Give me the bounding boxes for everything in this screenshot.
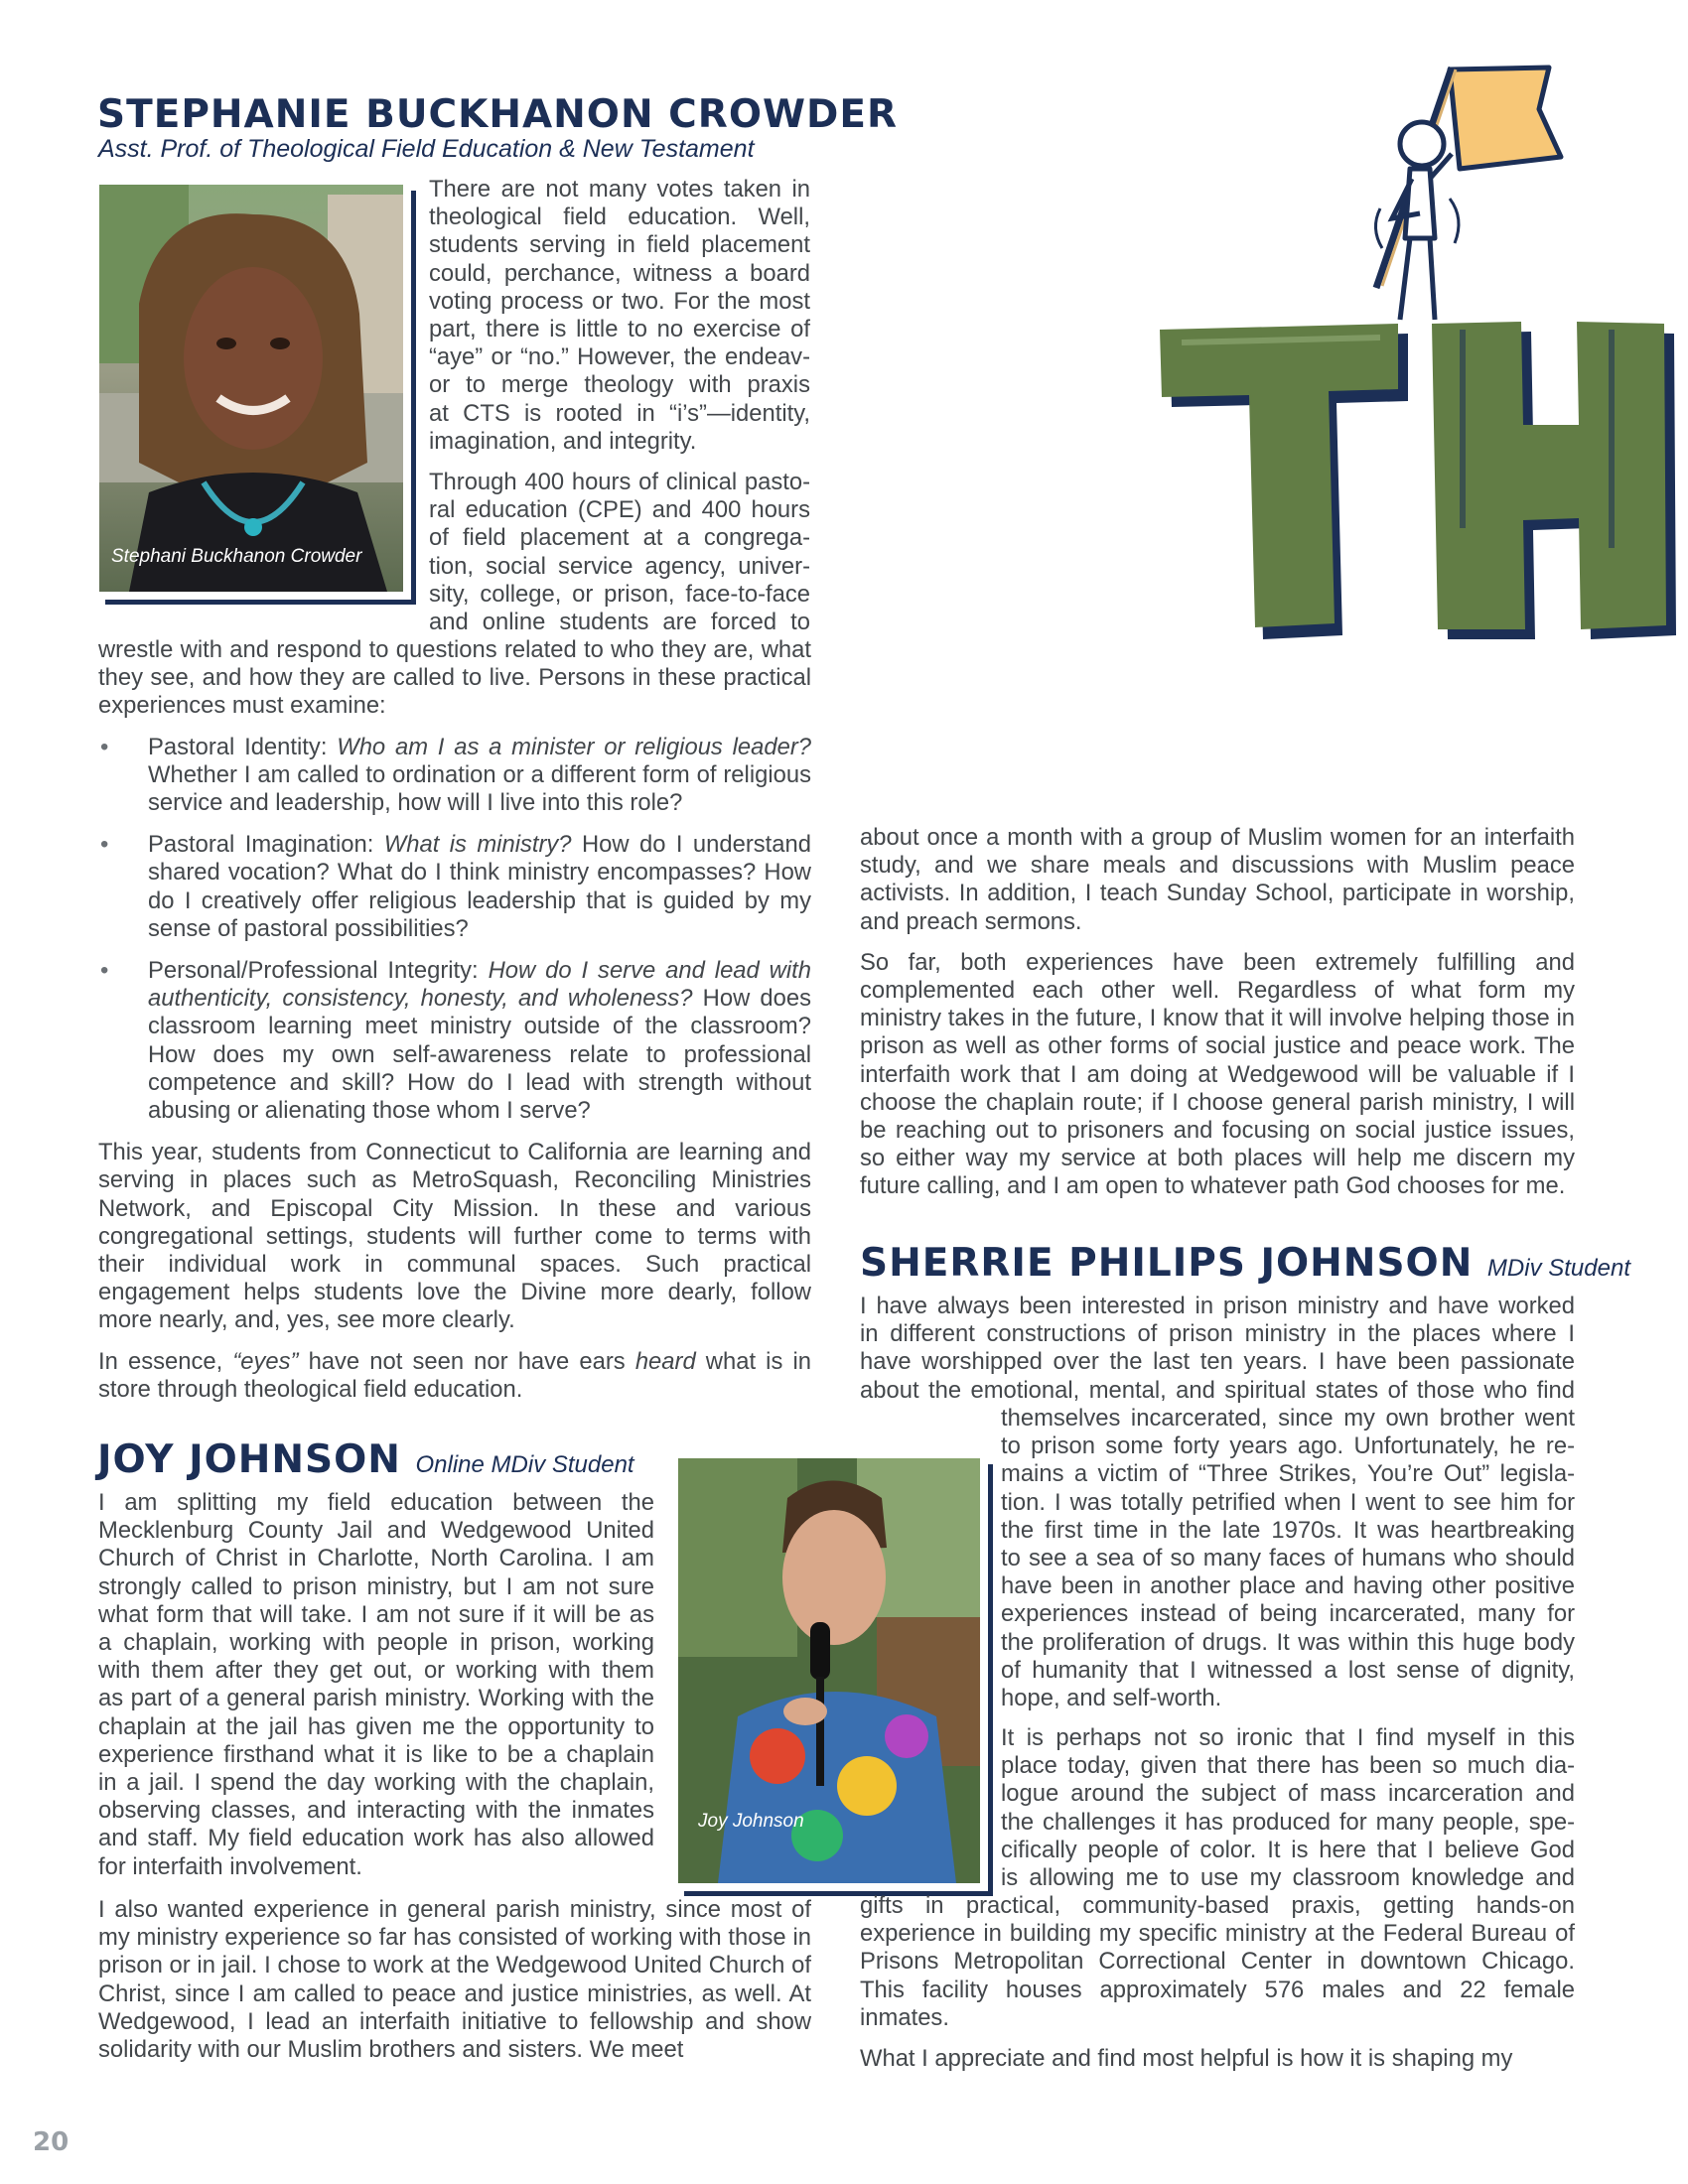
joy-role: Online MDiv Student: [415, 1451, 634, 1478]
crowder-second-paragraph-top: [429, 469, 810, 636]
text-line: part, there is little to no exercise of: [429, 316, 810, 343]
bullet-text: Whether I am called to ordination or a different form of religious service and leadership, how will I live into this role?: [148, 760, 811, 817]
joy-second-paragraph: [98, 1896, 811, 2077]
text-line: hope, and self-worth.: [1001, 1685, 1222, 1712]
text-line: ral education (CPE) and 400 hours: [429, 496, 810, 524]
text-line: and staff. My field education work has also allowed: [98, 1825, 654, 1852]
paragraph: So far, both experiences have been extremely fulfilling and complemented each other well. Regardless of what form my ministry takes in the future, I know that it will involve helping those in prison as well as other forms of social justice and peace work. The interfaith work that I am doing at Wedgewood will be valuable if I choose the chaplain route; if I choose general parish ministry, I will be reaching out to prisoners and focusing on social justice issues, so either way my service at both places will help me discern my future calling, and I am open to whatever path God chooses for me.: [860, 948, 1575, 1200]
photo-caption: Joy Johnson: [698, 1811, 804, 1832]
text-line: a chaplain, working with people in prison, working: [98, 1629, 654, 1657]
crowder-title: Asst. Prof. of Theological Field Education & New Testament: [98, 135, 755, 163]
text-line: students serving in field placement: [429, 231, 810, 259]
text-line: I have always been interested in prison ministry and have worked: [860, 1293, 1575, 1319]
text-line: to see a sea of so many faces of humans who should: [1001, 1545, 1575, 1572]
text-line: It is perhaps not so ironic that I find myself in this: [1001, 1724, 1575, 1751]
photo-caption: Stephani Buckhanon Crowder: [111, 546, 362, 567]
text-line: in different constructions of prison ministry in the places where I: [860, 1320, 1575, 1348]
bullet-text: How does classroom learning meet ministry outside of the classroom? How does my own self-awareness relate to professional competence and skill? How do I lead with strength without abusing or alienating those whom I serve?: [148, 985, 811, 1125]
text-line: have been in another place and having other positive: [1001, 1572, 1575, 1600]
text-line: experiences instead of being incarcerated, many for: [1001, 1600, 1575, 1628]
article-heading-joy: JOY JOHNSON Online MDiv Student: [97, 1437, 634, 1482]
text-line: Church of Christ in Charlotte, North Carolina. I am: [98, 1545, 654, 1572]
paragraph: gifts in practical, community-based praxis, getting hands-on experience in building my specific ministry at the Federal Bureau of Prisons Metropolitan Correctional Center in downtown Chicago. This facility houses approximately 576 males and 22 female inmates.: [860, 1892, 1575, 2031]
bullet-label: Pastoral Imagination:: [148, 831, 384, 859]
bullet-question: How do I serve and lead with authenticity, consistency, honesty, and wholeness?: [148, 957, 812, 1013]
text-line: chaplain at the jail has given me the opportunity to: [98, 1712, 654, 1740]
list-item: [98, 831, 811, 943]
list-item: [98, 957, 811, 1125]
text-line: observing classes, and interacting with the inmates: [98, 1797, 654, 1825]
bullet-label: Pastoral Identity:: [148, 733, 338, 760]
crowder-closing-paragraph: In essence, “eyes” have not seen nor have ears heard what is in store through theological field education.: [98, 1347, 811, 1403]
bullet-label: Personal/Professional Integrity:: [148, 957, 489, 985]
text-line: tion. I was totally petrified when I went to see him for: [1001, 1488, 1575, 1516]
text-line: about the emotional, mental, and spiritual states of those who find: [860, 1376, 1575, 1404]
text-line: to prison some forty years ago. Unfortunately, he re-: [1001, 1433, 1575, 1460]
photo-crowder: [99, 185, 403, 592]
th-letters-text: TH: [1132, 40, 1134, 41]
text-line: the first time in the late 1970s. It was heartbreaking: [1001, 1516, 1575, 1544]
text-line: “aye” or “no.” However, the endeav-: [429, 343, 810, 371]
text-line: There are not many votes taken in: [429, 176, 810, 203]
text-line: voting process or two. For the most: [429, 287, 810, 315]
text-line: the proliferation of drugs. It was within this huge body: [1001, 1628, 1575, 1656]
text-line: theological field education. Well,: [429, 204, 810, 231]
text-line: the challenges it has produced for many people, spe-: [1001, 1808, 1575, 1836]
th-letters-illustration: [1132, 40, 1688, 675]
text-line: sity, college, or prison, face-to-face: [429, 580, 810, 608]
bullet-question: What is ministry?: [383, 831, 572, 859]
text-line: mains a victim of “Three Strikes, You’re Out” legisla-: [1001, 1460, 1575, 1488]
sherrie-second-wrap: [1001, 1724, 1575, 1892]
text-line: cifically people of color. It is here that I believe God: [1001, 1836, 1575, 1863]
paragraph: What I appreciate and find most helpful is how it is shaping my: [860, 2045, 1513, 2073]
photo-joy: [678, 1458, 980, 1883]
crowder-second-paragraph-rest: wrestle with and respond to questions related to who they are, what they see, and how they are called to live. Persons in these practical experiences must examine:: [98, 636, 811, 720]
page-number: 20: [33, 2127, 70, 2157]
crowder-third-paragraph: This year, students from Connecticut to California are learning and serving in places such as MetroSquash, Reconciling Ministries Network, and Episcopal City Mission. In these and various congregational settings, students will further come to terms with their individual work in communal spaces. Such practical engagement helps students love the Divine more dearly, follow more nearly, and, yes, see more clearly.: [98, 1139, 811, 1334]
list-item: [98, 734, 811, 818]
text-line: imagination, and integrity.: [429, 427, 697, 455]
text-line: tion, social service agency, univer-: [429, 552, 810, 580]
sherrie-role: MDiv Student: [1486, 1255, 1630, 1282]
text-line: of humanity that I witnessed a lost sense of dignity,: [1001, 1656, 1575, 1684]
text-line: as part of a general parish ministry. Working with the: [98, 1685, 654, 1712]
text-line: or to merge theology with praxis: [429, 371, 810, 399]
portrait-illustration: [99, 185, 403, 592]
text-line: Mecklenburg County Jail and Wedgewood United: [98, 1517, 654, 1545]
sherrie-intro-wrap: [1001, 1405, 1575, 1712]
crowder-intro-paragraph: [429, 176, 810, 456]
examine-list: [98, 734, 811, 1126]
text-line: what form that will take. I am not sure if it will be as: [98, 1600, 654, 1628]
joy-continued: [860, 824, 1575, 1214]
text-line: could, perchance, witness a board: [429, 259, 810, 287]
text-line: themselves incarcerated, since my own brother went: [1001, 1405, 1575, 1432]
text-line: of field placement at a congrega-: [429, 524, 810, 552]
text-line: is allowing me to use my classroom knowledge and: [1001, 1864, 1575, 1892]
bullet-question: Who am I as a minister or religious leader?: [337, 733, 812, 760]
crowder-body: [98, 636, 811, 1417]
paragraph: I also wanted experience in general parish ministry, since most of my ministry experience so far has consisted of working with those in prison or in jail. I chose to work at the Wedgewood United Church of Christ, since I am called to peace and justice ministries, as well. At Wedgewood, I lead an interfaith initiative to fellowship and show solidarity with our Muslim brothers and sisters. We meet: [98, 1896, 811, 2064]
text-line: experience firsthand what it is like to be a chaplain: [98, 1740, 654, 1768]
text-line: place today, given that there has been so much dia-: [1001, 1752, 1575, 1780]
bullet-text: How do I understand shared vocation? What do I think ministry encompasses? How do I creatively offer religious leadership that is guided by my sense of pastoral possibilities?: [148, 831, 811, 942]
text-line: have worshipped over the last ten years. I have been passionate: [860, 1348, 1575, 1376]
sherrie-body: [860, 1892, 1575, 2086]
article-heading-sherrie: SHERRIE PHILIPS JOHNSON MDiv Student: [860, 1241, 1630, 1286]
text-line: logue around the subject of mass incarceration and: [1001, 1780, 1575, 1808]
text-line: at CTS is rooted in “i’s”—identity,: [429, 399, 810, 427]
article-heading-crowder: STEPHANIE BUCKHANON CROWDER: [97, 92, 899, 137]
text-line: with them after they get out, or working with them: [98, 1657, 654, 1685]
sherrie-intro: [860, 1293, 1575, 1405]
joy-intro-paragraph: [98, 1489, 654, 1881]
text-line: for interfaith involvement.: [98, 1852, 362, 1880]
text-line: Through 400 hours of clinical pasto-: [429, 469, 810, 495]
text-line: strongly called to prison ministry, but I am not sure: [98, 1572, 654, 1600]
text-line: and online students are forced to: [429, 609, 810, 636]
paragraph: about once a month with a group of Muslim women for an interfaith study, and we share meals and discussions with Muslim peace activists. In addition, I teach Sunday School, participate in worship, and preach sermons.: [860, 824, 1575, 935]
text-line: I am splitting my field education between the: [98, 1489, 654, 1516]
text-line: in a jail. I spend the day working with the chaplain,: [98, 1769, 654, 1797]
